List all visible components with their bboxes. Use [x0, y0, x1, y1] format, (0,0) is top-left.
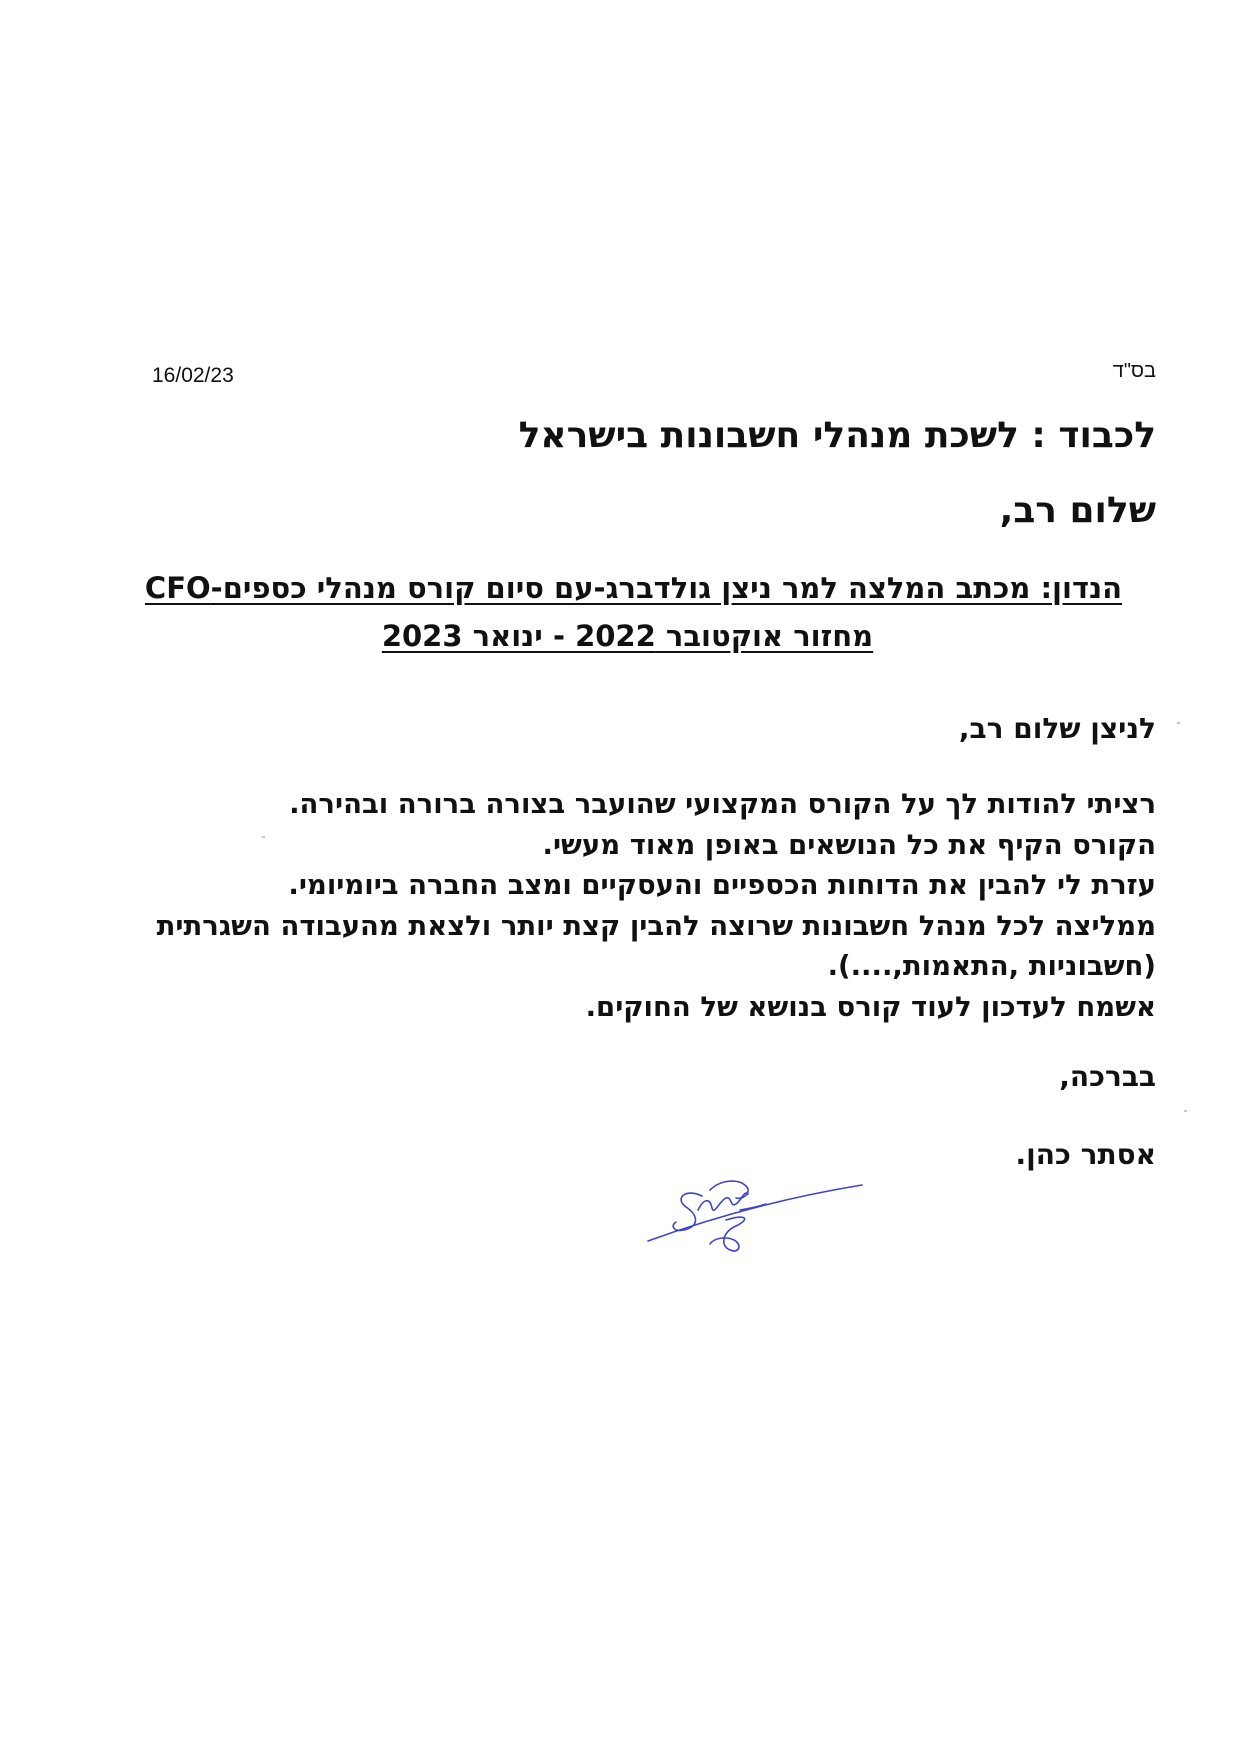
body-line: הקורס הקיף את כל הנושאים באופן מאוד מעשי. — [542, 828, 1156, 861]
subject-line-2: מחזור אוקטובר 2022 - ינואר 2023 — [381, 619, 874, 653]
body-line: (חשבוניות ,התאמות,....). — [827, 950, 1156, 982]
scan-speck — [1184, 1110, 1187, 1112]
salutation: לניצן שלום רב, — [958, 712, 1156, 745]
signer-name: אסתר כהן. — [1015, 1138, 1156, 1171]
body-line: אשמח לעדכון לעוד קורס בנושא של החוקים. — [585, 990, 1156, 1023]
body-line: עזרת לי להבין את הדוחות הכספיים והעסקיים ומצב החברה ביומיומי. — [288, 869, 1156, 901]
subject-line-1: הנדון: מכתב המלצה למר ניצן גולדברג-עם סיום קורס מנהלי כספים-CFO — [144, 571, 1123, 605]
scan-speck — [1177, 722, 1180, 724]
opening-greeting: שלום רב, — [999, 490, 1156, 531]
letter-date: 16/02/23 — [152, 364, 234, 387]
closing-phrase: בברכה, — [1059, 1060, 1156, 1093]
letter-body — [157, 784, 1156, 1027]
body-line: ממליצה לכל מנהל חשבונות שרוצה להבין קצת יותר ולצאת מהעבודה השגרתית — [156, 909, 1156, 942]
subject-block — [0, 564, 1241, 660]
handwritten-signature — [640, 1160, 870, 1270]
recipient-line: לכבוד : לשכת מנהלי חשבונות בישראל — [518, 415, 1156, 456]
bsd-header: בס"ד — [1112, 360, 1156, 382]
body-line: רציתי להודות לך על הקורס המקצועי שהועבר בצורה ברורה ובהירה. — [289, 788, 1156, 820]
scan-speck — [262, 836, 265, 838]
